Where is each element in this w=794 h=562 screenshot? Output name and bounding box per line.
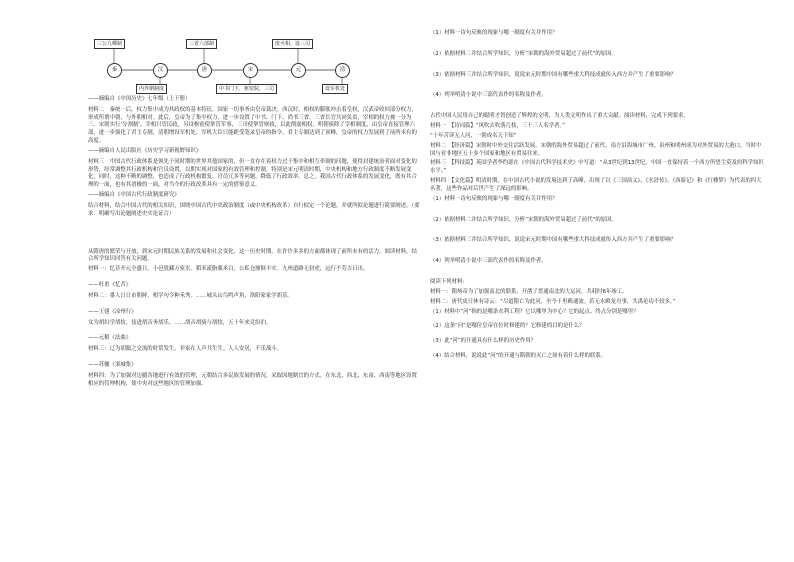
dynasty-node-qing: 清: [335, 63, 350, 78]
dynasty-node-song: 宋: [243, 63, 258, 78]
citation: ——摘编自《中国历史》七年级（上下册）: [88, 96, 191, 102]
task-prompt: 结合材料，结合中国古代的相关知识，围绕中国古代中央政治制度（或中央机构改革）自行拟定一个论题，并就所拟论题进行简要阐述。（要求：明确写出论题阐述史实论证合）: [88, 202, 420, 217]
citation: ——元稹《法曲》: [88, 335, 132, 342]
question-2: （2）依据材料二并结合所学知识，分析“宋朝的海外贸易超过了前代”的原因。: [430, 50, 617, 57]
citation: ——王建《凉州行》: [88, 308, 137, 315]
diagram-box-tang: 三省六部制: [186, 39, 217, 49]
question-3: （3）依据材料三并结合所学知识，说说宋元时期中国有哪些重大科技成就传入西方并产生了重要影响？: [430, 237, 677, 244]
dynasty-node-yuan: 元: [291, 63, 306, 78]
citation: ——杜甫《忆昔》: [88, 282, 132, 289]
material-two: 材料二：唐代皮日休有诗云：“尽道隋亡为此河，至今千里赖通波。若无水殿龙舟事，共禹论功不较多。”: [430, 298, 676, 305]
diagram-box-qing: 设军机处: [322, 84, 348, 94]
section-intro: 阅读下列材料：: [430, 279, 468, 286]
section-intro: 古代中国人民用自己的聪明才智创造了辉煌的文明，为人类文明作出了重大贡献。阅读材料，完成下列要求。: [430, 113, 689, 120]
material-one: 材料一：隋炀帝为了加强南北的联系，开凿了贯通南北的大运河，共耗时6年竣工。: [430, 288, 628, 295]
material-three: 材料三 【科技篇】英国学者李约瑟在《中国古代科学技术史》中写道：“从3世纪到13世纪，中国一直保持着一个西方所望尘莫及的科学知识水平。”: [430, 160, 764, 175]
material-two: 材料二 【经济篇】宋朝时中外交往活跃发展。宋朝的海外贸易超过了前代，南方沿海城市广州、泉州和明州成为对外贸易的大港口，当时中国与亚非地区五十多个国家和地区有贸易往来。: [430, 142, 762, 157]
left-column: [88, 30, 420, 391]
citation: ——苏辙《栾城集》: [88, 362, 137, 369]
material-one-b: “十年苦读无人问，一朝成名天下知”: [430, 132, 517, 139]
question-3: （3）此“河”的开通具有什么样的历史作用？: [430, 338, 537, 345]
material-two-poem-b: 女为胡妇学胡妆，伎进胡音务胡乐。……胡音胡骑与胡妆，五十年来竞纷泊。: [88, 319, 272, 326]
material-four: 材料四：为了加强对边疆各地进行有效的管理，元朝结合多民族发展的情况，采取因地制宜的方式。在东北、西北、东南、西南等地区设置相应的管理机构，使中央对这些地区的管理加强。: [88, 372, 417, 387]
material-four: 材料四 【文化篇】明清时期，在中国古代小说的发展达到了高峰，出现了以《三国演义》、《水浒传》、《西游记》和《红楼梦》为代表的四大名著，这些作品对后世产生了深远的影响。: [430, 178, 762, 192]
diagram-box-song: 中书门下，枢密院，三司: [216, 84, 277, 94]
question-1: （1）材料一诗句反映的现象与哪一制度有关并作用？: [430, 195, 558, 202]
diagram-box-qin: 三公九卿制: [94, 39, 125, 49]
right-column: [430, 30, 765, 362]
citation: ——摘编自《中国古代行政制度研究》: [88, 192, 180, 199]
question-1: （1）材料一诗句反映的现象与哪一制度有关并作用？: [430, 30, 558, 36]
material-two: 材料二 秦统一后，权力集中成为其政权的基本特征，国家一切事务由皇帝裁决。西汉时，相权的膨胀冲击着皇权，汉武帝收回部分权力，形成所谓中朝，与外朝相对。此后，皇帝为了集中权力，进一步设置了中书、门下、尚书三省，三省长官共同负责，宰相的权力被一分为三。宋朝实行‘分割制’，宰相只管民政，另设枢密使掌管军事，三司使掌管财政，以此削弱相权。明朝废除了宰相制度，由皇帝直接管理六部，进一步强化了君主专制，清朝增设军机处，军机大臣只能跪受笔录皇帝的指令，君主专制达到了顶峰，皇帝的权力发展到了前所未有的高度。: [88, 106, 417, 145]
question-4: （4）列举明清小说中三部代表作的名称及作者。: [430, 92, 547, 99]
question-3: （3）依据材料三并结合所学知识，说说宋元时期中国有哪些重大科技成就传入西方并产生了重要影响？: [430, 71, 677, 78]
question-1: （1）材料中“河”指的是哪条水利工程？它以哪里为中心？它的起点、终点分别是哪里？: [430, 308, 639, 315]
dynasty-node-qin: 秦: [107, 63, 122, 78]
diagram-box-ming: 废丞相，设三司: [272, 39, 313, 49]
material-two-poem: 材料二：番人日日市朝鲜，相学句令种禾秀。……城头山鸟鸣声角，洛阳家家学胡乐。: [88, 292, 293, 299]
diagram-box-han: 内外朝制度: [136, 84, 167, 94]
dynasty-node-han: 汉: [153, 63, 168, 78]
material-one: 材料一：忆昔开元全盛日，小邑犹藏万家室。稻米流脂粟米白，公私仓廪俱丰实。九州道路无豺虎，远行不劳吉日出。: [88, 266, 369, 273]
timeline-diagram: [92, 30, 392, 96]
section-intro: 从隋唐的繁荣与开放，到宋元时期民族关系的发展和社会变化，这一历史时期，在许许多多的方面都体现了前所未有的活力。阅读材料，结合所学知识回答有关问题。: [88, 248, 417, 263]
question-2: （2）这条“河”是哪位皇帝在位时修建的？它修建的目的是什么？: [430, 323, 585, 330]
material-three: 材料三 中国古代行政体系是领先于同时期的世界其他国家的，但一直存在着权力过于集中和相互牵制的问题，使得封建统治者面对变化的形势，经常调整其行政机构和官员设置，以期实现对国家的有效管理和控制。特别是宋元明清时期，中央机构和地方行政制度不断发展变化，同时，这种不断的调整，也造成了行政机构繁复、官员冗多等问题，降低了行政效率。总之，我国古代行政体系的发展变化，既有其合理的一面，也有其消极的一面，对当今的行政改革具有一定的借鉴意义。: [88, 158, 417, 189]
material-one: 材料一 【诗词篇】“风吹去吹落几枝，三十三人名学者。”: [430, 123, 565, 130]
question-4: （4）列举明清小说中三部代表作的名称及作者。: [430, 258, 547, 265]
dynasty-node-tang: 唐: [197, 63, 212, 78]
question-4: （4）结合材料，说说此“河”的开通与隋朝的灭亡之间有着什么样的联系。: [430, 353, 607, 360]
material-three-text: 材料三：辽为胡服之交流的时常发生，非家在人声共生生。人人安居，不乐战斗。: [88, 346, 283, 353]
citation: ——摘编自人民出版社《历史学习新视野知识》: [88, 147, 202, 154]
question-2: （2）依据材料二并结合所学知识，分析“宋朝的海外贸易超过了前代”的原因。: [430, 216, 617, 223]
